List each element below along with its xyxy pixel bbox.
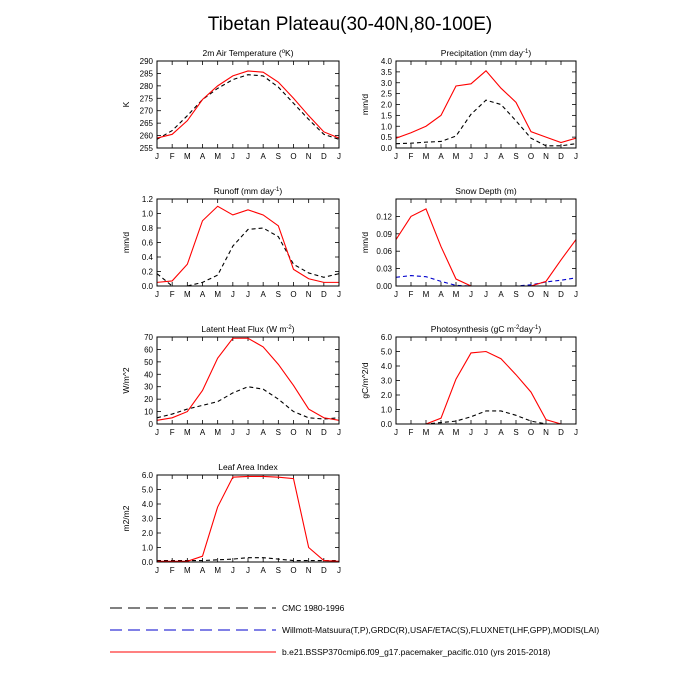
series-line-model xyxy=(157,71,339,138)
ytick-label: 5.0 xyxy=(141,485,153,495)
ytick-label: 0.00 xyxy=(376,282,392,291)
xtick-label: J xyxy=(484,428,488,437)
ytick-label: 6.0 xyxy=(380,333,392,342)
xtick-label: A xyxy=(438,152,444,161)
xtick-label: J xyxy=(230,428,235,437)
ytick-label: 2.0 xyxy=(380,100,392,110)
xtick-label: S xyxy=(513,290,519,299)
panel-title-sup: o xyxy=(281,49,286,55)
panel-title-main: 2m Air Temperature ( xyxy=(202,48,282,58)
xtick-label: M xyxy=(183,428,191,437)
legend-item-1 xyxy=(110,625,599,635)
legend-label: CMC 1980-1996 xyxy=(282,603,345,613)
xtick-label: A xyxy=(260,152,266,161)
xtick-label: J xyxy=(574,428,578,437)
panel-3 xyxy=(360,186,578,299)
panel-title-end: K) xyxy=(285,48,294,58)
xtick-label: O xyxy=(527,152,535,161)
ytick-label: 3.0 xyxy=(380,376,392,386)
xtick-label: A xyxy=(438,428,444,437)
xtick-label: A xyxy=(260,290,266,299)
series-line-obs xyxy=(157,387,339,419)
legend-label: Willmott-Matsuura(T,P),GRDC(R),USAF/ETAC(S),FLUXNET(LHF,GPP),MODIS(LAI) xyxy=(282,625,600,635)
ytick-label: 6.0 xyxy=(141,471,153,480)
xtick-label: M xyxy=(214,428,222,437)
xtick-label: S xyxy=(513,152,519,161)
plot-frame xyxy=(157,199,339,286)
panel-2 xyxy=(121,186,341,299)
legend-label: b.e21.BSSP370cmip6.f09_g17.pacemaker_pacific.010 (yrs 2015-2018) xyxy=(282,647,551,657)
panel-title xyxy=(441,48,532,58)
xtick-label: F xyxy=(169,152,175,161)
panel-title-sup: -2 xyxy=(286,325,292,331)
series-line-model xyxy=(396,209,576,286)
xtick-label: D xyxy=(558,290,564,299)
xtick-label: N xyxy=(305,566,312,575)
xtick-label: S xyxy=(275,428,282,437)
ytick-label: 0.03 xyxy=(376,264,392,274)
ytick-label: 285 xyxy=(139,69,153,79)
panel-title xyxy=(455,186,517,196)
xtick-label: F xyxy=(169,290,175,299)
plot-frame xyxy=(396,199,576,286)
panel-title-sup: -1 xyxy=(274,187,280,193)
series-line-obs xyxy=(157,228,339,286)
xtick-label: A xyxy=(260,428,266,437)
xtick-label: O xyxy=(290,428,297,437)
xtick-label: F xyxy=(169,566,175,575)
ytick-label: 10 xyxy=(144,407,153,417)
xtick-label: A xyxy=(498,152,504,161)
xtick-label: J xyxy=(337,152,341,161)
ytick-label: 70 xyxy=(144,333,153,342)
panel-0 xyxy=(121,48,341,161)
xtick-label: J xyxy=(394,152,398,161)
ytick-label: 40 xyxy=(144,370,153,380)
ylabel: mm/d xyxy=(360,231,370,254)
xtick-label: J xyxy=(230,290,235,299)
panel-title-end: ) xyxy=(291,324,295,334)
xtick-label: J xyxy=(155,566,159,575)
xtick-label: J xyxy=(469,290,473,299)
ytick-label: 2.0 xyxy=(380,391,392,400)
ylabel: mm/d xyxy=(360,93,370,116)
ytick-label: 1.5 xyxy=(380,111,392,121)
xtick-label: F xyxy=(408,152,414,161)
xtick-label: O xyxy=(290,152,297,161)
ytick-label: 1.0 xyxy=(380,122,392,132)
panel-title-main: Snow Depth (m) xyxy=(455,186,517,196)
xtick-label: M xyxy=(214,290,222,299)
ytick-label: 4.0 xyxy=(380,57,392,66)
xtick-label: J xyxy=(337,290,341,299)
ytick-label: 270 xyxy=(139,106,153,116)
ytick-label: 2.5 xyxy=(380,89,392,99)
xtick-label: J xyxy=(337,566,341,575)
xtick-label: N xyxy=(305,152,312,161)
xtick-label: S xyxy=(513,428,519,437)
ytick-label: 0.0 xyxy=(141,282,153,291)
ytick-label: 50 xyxy=(144,357,153,367)
xtick-label: M xyxy=(183,566,191,575)
ytick-label: 3.0 xyxy=(380,78,392,88)
ytick-label: 1.2 xyxy=(141,195,153,204)
panel-5 xyxy=(360,324,578,437)
legend xyxy=(110,603,599,657)
xtick-label: A xyxy=(498,428,504,437)
panel-6 xyxy=(121,462,341,575)
plot-frame xyxy=(396,61,576,148)
xtick-label: M xyxy=(214,566,222,575)
xtick-label: M xyxy=(214,152,222,161)
ytick-label: 290 xyxy=(139,57,153,66)
ytick-label: 30 xyxy=(144,382,153,392)
xtick-label: M xyxy=(422,290,430,299)
panel-title-sup: -1 xyxy=(523,49,529,55)
xtick-label: J xyxy=(574,152,578,161)
ytick-label: 20 xyxy=(144,395,153,405)
xtick-label: S xyxy=(275,566,282,575)
ytick-label: 0.6 xyxy=(141,238,153,248)
xtick-label: J xyxy=(230,566,235,575)
xtick-label: N xyxy=(305,428,312,437)
xtick-label: N xyxy=(543,152,549,161)
ylabel: m2/m2 xyxy=(121,505,131,532)
xtick-label: J xyxy=(574,290,578,299)
ytick-label: 0.0 xyxy=(380,420,392,429)
ytick-label: 0.5 xyxy=(380,133,392,143)
xtick-label: J xyxy=(484,290,488,299)
xtick-label: D xyxy=(320,152,327,161)
ytick-label: 1.0 xyxy=(141,543,153,553)
xtick-label: J xyxy=(469,152,473,161)
ytick-label: 1.0 xyxy=(141,209,153,219)
panel-title-main: Leaf Area Index xyxy=(218,462,278,472)
xtick-label: J xyxy=(246,566,250,575)
panel-title-main: Latent Heat Flux (W m xyxy=(201,324,287,334)
legend-item-2 xyxy=(110,647,551,657)
xtick-label: A xyxy=(260,566,266,575)
panel-title xyxy=(201,324,294,334)
panel-title-sup: -2 xyxy=(513,325,520,331)
ytick-label: 5.0 xyxy=(380,347,392,357)
xtick-label: O xyxy=(290,566,297,575)
panel-1 xyxy=(360,48,578,161)
ytick-label: 280 xyxy=(139,81,153,91)
ytick-label: 0.12 xyxy=(376,212,392,222)
ytick-label: 4.0 xyxy=(141,500,153,509)
xtick-label: J xyxy=(155,152,159,161)
plot-frame xyxy=(157,61,339,148)
xtick-label: M xyxy=(452,428,460,437)
xtick-label: M xyxy=(183,152,191,161)
series-line-model xyxy=(157,338,339,420)
series-line-obs xyxy=(157,75,339,140)
ytick-label: 0.06 xyxy=(376,247,392,257)
xtick-label: M xyxy=(422,152,430,161)
ytick-label: 60 xyxy=(144,345,153,355)
ytick-label: 275 xyxy=(139,94,153,104)
figure-title: Tibetan Plateau(30-40N,80-100E) xyxy=(207,14,493,35)
xtick-label: J xyxy=(337,428,341,437)
xtick-label: N xyxy=(543,428,549,437)
panel-4 xyxy=(121,324,341,437)
panel-title-end: ) xyxy=(528,48,532,58)
panel-title xyxy=(202,48,293,58)
panel-title-end: ) xyxy=(279,186,283,196)
xtick-label: J xyxy=(155,428,159,437)
series-line-model xyxy=(157,206,339,282)
xtick-label: F xyxy=(169,428,175,437)
ytick-label: 0.09 xyxy=(376,229,392,239)
xtick-label: J xyxy=(484,152,488,161)
ytick-label: 0.0 xyxy=(141,558,153,567)
xtick-label: D xyxy=(320,428,327,437)
xtick-label: O xyxy=(527,290,535,299)
ytick-label: 265 xyxy=(139,119,153,129)
ytick-label: 255 xyxy=(139,144,153,153)
ytick-label: 260 xyxy=(139,131,153,141)
xtick-label: D xyxy=(558,428,564,437)
ytick-label: 3.5 xyxy=(380,67,392,77)
ylabel: W/m^2 xyxy=(121,367,131,394)
panel-title xyxy=(431,324,542,334)
xtick-label: J xyxy=(246,152,250,161)
xtick-label: M xyxy=(452,290,460,299)
xtick-label: M xyxy=(183,290,191,299)
xtick-label: D xyxy=(320,290,327,299)
ylabel: mm/d xyxy=(121,231,131,254)
ytick-label: 3.0 xyxy=(141,514,153,524)
ytick-label: 0 xyxy=(148,420,153,429)
xtick-label: M xyxy=(422,428,430,437)
panel-title-main: Photosynthesis (gC m xyxy=(430,324,514,334)
ytick-label: 4.0 xyxy=(380,362,392,371)
xtick-label: F xyxy=(408,290,414,299)
panel-title xyxy=(218,462,278,472)
xtick-label: J xyxy=(155,290,159,299)
xtick-label: O xyxy=(527,428,535,437)
xtick-label: N xyxy=(543,290,549,299)
ytick-label: 0.2 xyxy=(141,267,153,277)
xtick-label: S xyxy=(275,290,282,299)
xtick-label: D xyxy=(558,152,564,161)
ylabel: K xyxy=(121,101,131,108)
panel-title-main: Runoff (mm day xyxy=(213,186,275,196)
legend-item-0 xyxy=(110,603,345,613)
panel-title-end: day xyxy=(519,324,534,334)
xtick-label: A xyxy=(199,290,206,299)
ytick-label: 0.4 xyxy=(141,253,153,262)
panel-title-end2: ) xyxy=(538,324,542,334)
xtick-label: S xyxy=(275,152,282,161)
xtick-label: A xyxy=(498,290,504,299)
xtick-label: A xyxy=(199,152,206,161)
xtick-label: A xyxy=(199,566,206,575)
xtick-label: J xyxy=(230,152,235,161)
xtick-label: F xyxy=(408,428,414,437)
xtick-label: M xyxy=(452,152,460,161)
ytick-label: 0.0 xyxy=(380,144,392,153)
xtick-label: N xyxy=(305,290,312,299)
series-line-model xyxy=(157,476,339,561)
ylabel: gC/m^2/d xyxy=(360,362,370,399)
plot-frame xyxy=(157,475,339,562)
xtick-label: J xyxy=(246,290,250,299)
series-line-model xyxy=(396,352,576,425)
panels xyxy=(121,48,578,575)
series-line-model xyxy=(396,71,576,143)
panel-title xyxy=(214,186,283,196)
ytick-label: 0.8 xyxy=(141,224,153,233)
ytick-label: 1.0 xyxy=(380,405,392,415)
series-line-obs xyxy=(396,100,576,146)
panel-title-sup2: -1 xyxy=(533,325,539,331)
xtick-label: J xyxy=(394,290,398,299)
xtick-label: D xyxy=(320,566,327,575)
panel-title-main: Precipitation (mm day xyxy=(440,48,524,58)
xtick-label: O xyxy=(290,290,297,299)
xtick-label: J xyxy=(394,428,398,437)
xtick-label: A xyxy=(199,428,206,437)
xtick-label: A xyxy=(438,290,444,299)
xtick-label: J xyxy=(469,428,473,437)
xtick-label: J xyxy=(246,428,250,437)
ytick-label: 2.0 xyxy=(141,529,153,538)
